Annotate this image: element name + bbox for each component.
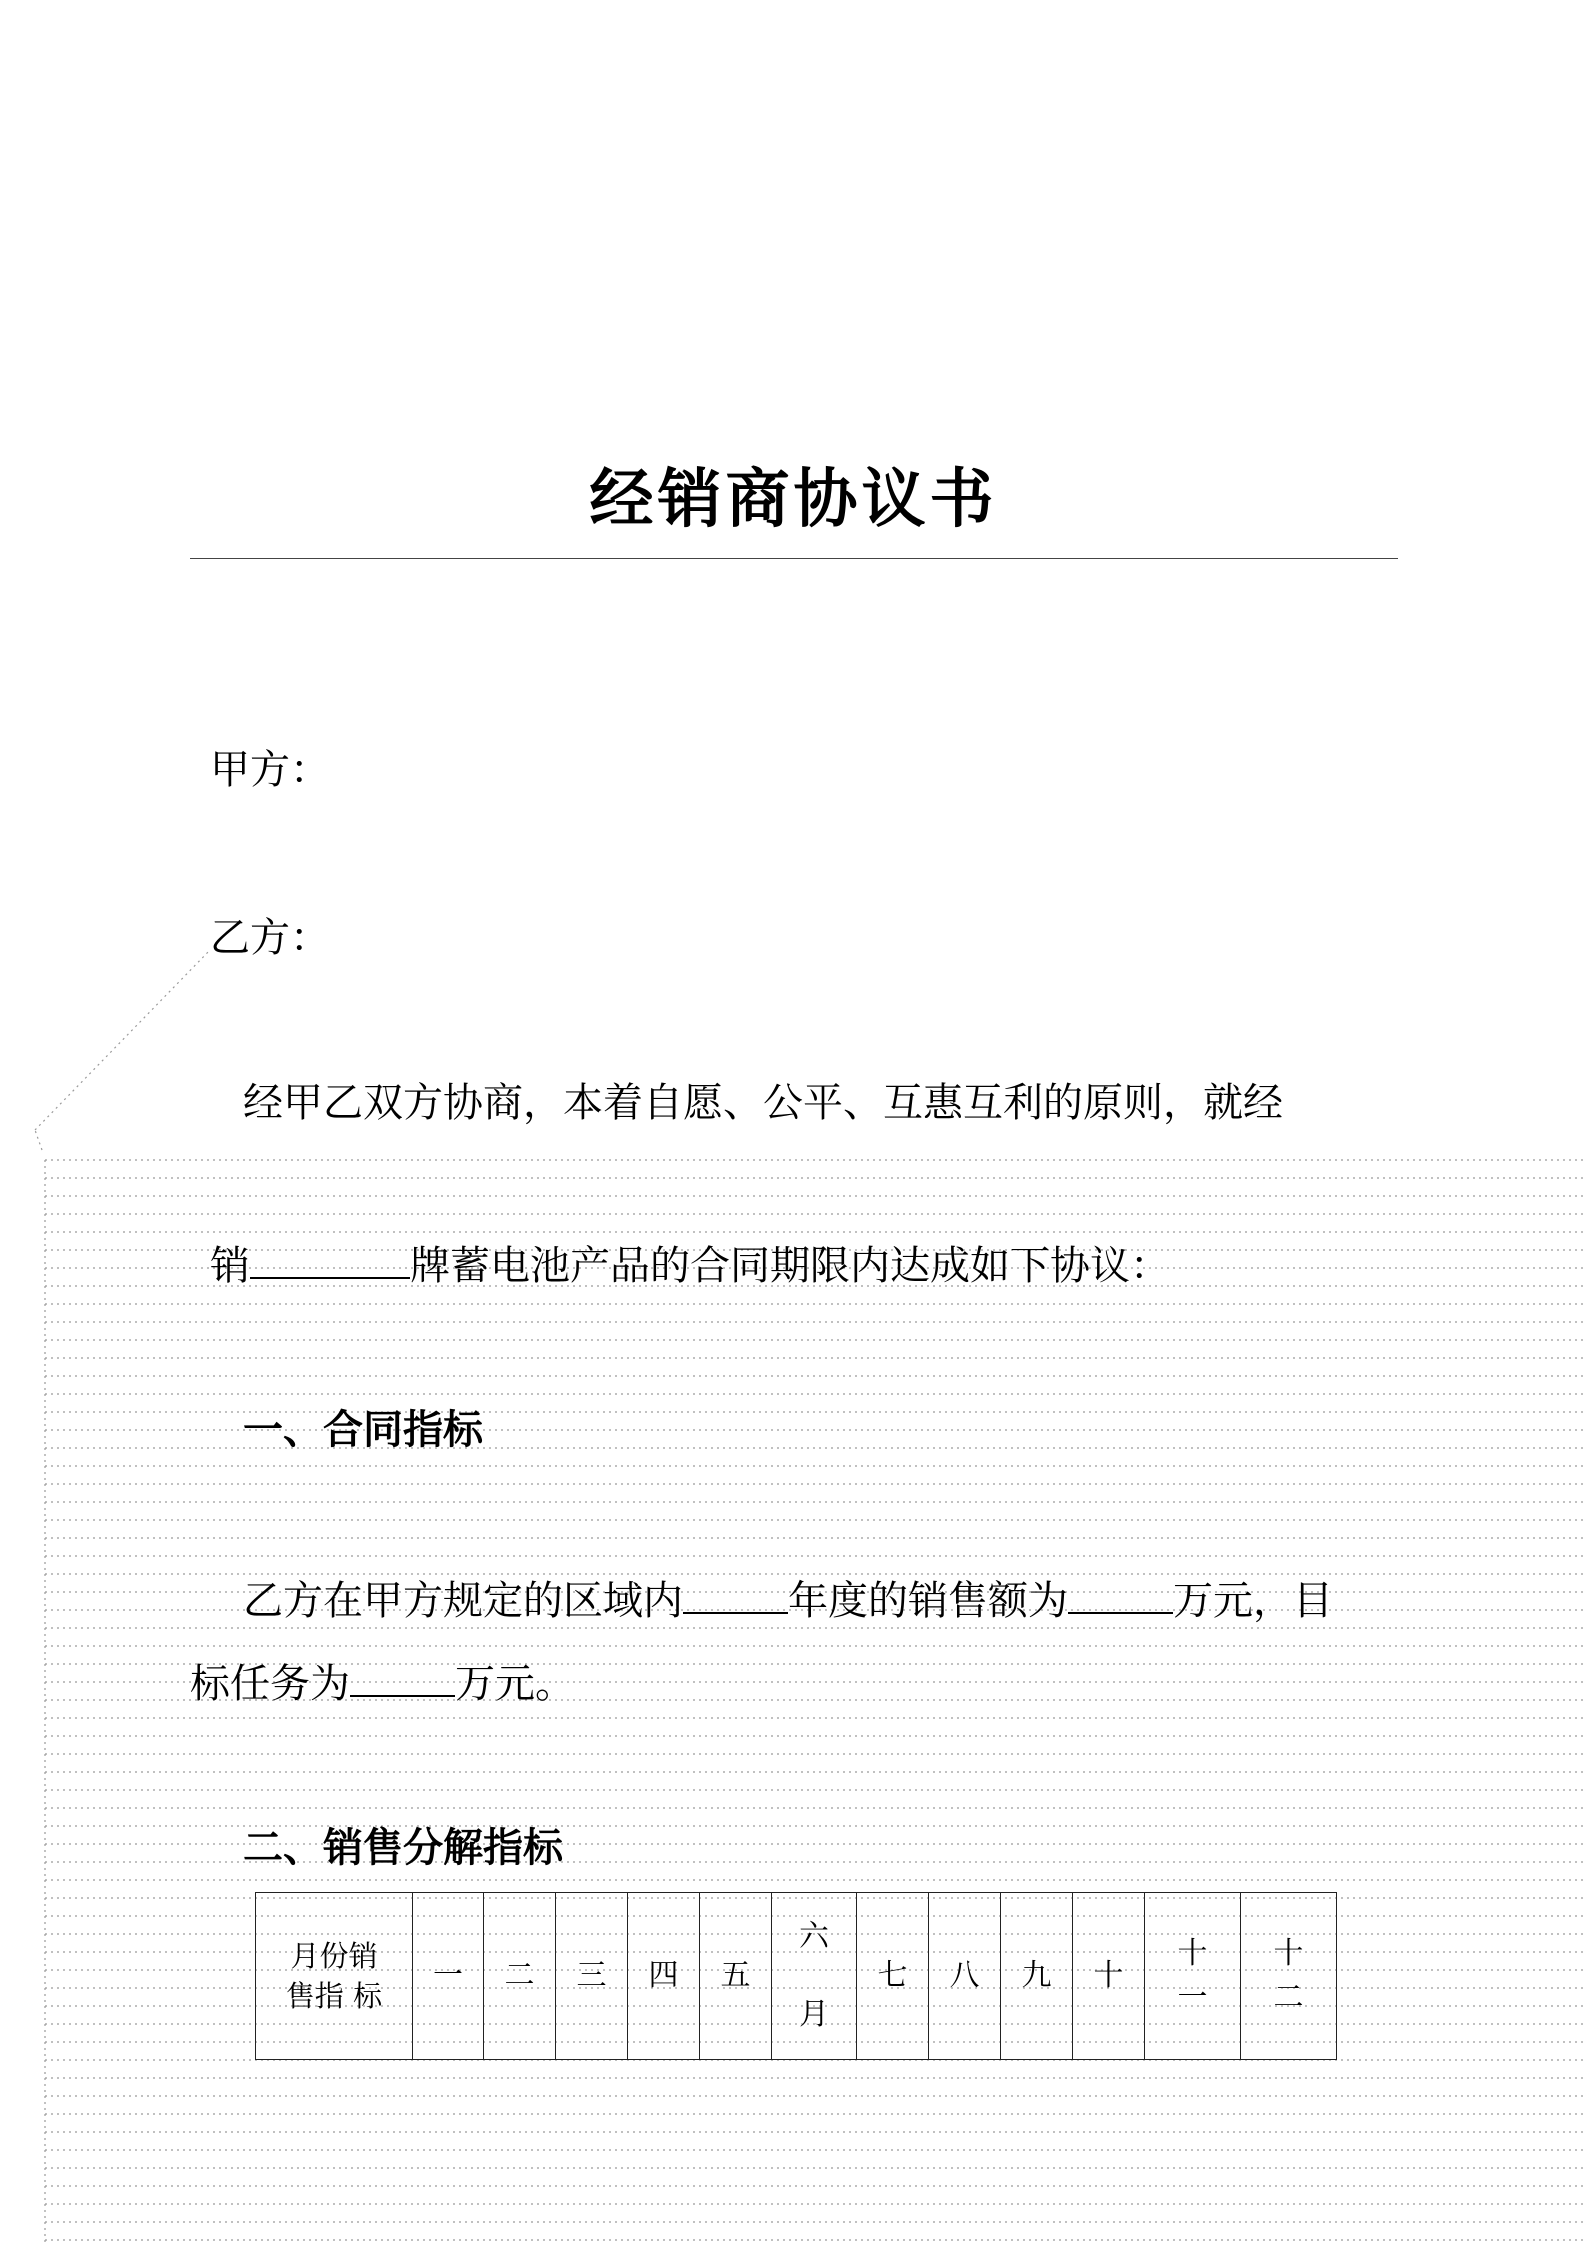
section-1-text-d: 标任务为 xyxy=(190,1661,350,1707)
document-title: 经销商协议书 xyxy=(589,462,998,537)
month-cell xyxy=(556,1893,628,2060)
section-1-line-2 xyxy=(190,1655,575,1712)
table-header-line-2: 售指 标 xyxy=(285,1979,383,2013)
sales-breakdown-table xyxy=(255,1892,1337,2060)
section-1-heading: 一、合同指标 xyxy=(243,1406,483,1453)
section-2-heading: 二、销售分解指标 xyxy=(243,1824,563,1871)
month-cell xyxy=(772,1893,857,2060)
section-1-text-e: 万元。 xyxy=(455,1661,575,1707)
month-label: 四 xyxy=(648,1958,679,1993)
month-label: 一 xyxy=(433,1958,463,1993)
month-cell xyxy=(413,1893,484,2060)
month-cell xyxy=(700,1893,772,2060)
month-cell xyxy=(1241,1893,1337,2060)
month-cell xyxy=(1073,1893,1145,2060)
table-header-cell xyxy=(256,1893,413,2060)
month-label: 八 xyxy=(949,1958,980,1993)
month-cell xyxy=(1001,1893,1073,2060)
party-b-label: 乙方： xyxy=(210,915,330,961)
month-label: 七 xyxy=(877,1958,908,1993)
month-label: 十二 xyxy=(1273,1936,1304,2015)
month-label: 十一 xyxy=(1177,1936,1208,2015)
section-1-text-a: 乙方在甲方规定的区域内 xyxy=(243,1578,683,1624)
month-label: 三 xyxy=(576,1958,607,1993)
target-amount-blank xyxy=(350,1655,455,1697)
month-cell xyxy=(1145,1893,1241,2060)
section-1-text-b: 年度的销售额为 xyxy=(788,1578,1068,1624)
month-cell xyxy=(929,1893,1001,2060)
month-label: 九 xyxy=(1021,1958,1052,1993)
intro-line-1: 经甲乙双方协商，本着自愿、公平、互惠互利的原则，就经 xyxy=(243,1080,1283,1126)
sales-amount-blank xyxy=(1068,1572,1173,1614)
party-a-label: 甲方： xyxy=(210,747,330,793)
table-header-line-1: 月份销 xyxy=(290,1939,378,1973)
month-label: 五 xyxy=(720,1958,751,1993)
brand-blank xyxy=(250,1237,410,1279)
month-cell xyxy=(628,1893,700,2060)
month-cell xyxy=(857,1893,929,2060)
month-label: 二 xyxy=(504,1958,535,1993)
table-row xyxy=(256,1893,1337,2060)
month-label: 十 xyxy=(1093,1958,1124,1993)
month-label: 六月 xyxy=(799,1919,829,2032)
title-divider xyxy=(190,558,1398,559)
section-1-text-c: 万元，目 xyxy=(1173,1578,1333,1624)
intro-line-2 xyxy=(210,1237,1170,1294)
intro-line-2-suffix: 牌蓄电池产品的合同期限内达成如下协议： xyxy=(410,1243,1170,1289)
intro-line-2-prefix: 销 xyxy=(210,1243,250,1289)
section-1-line-1 xyxy=(243,1572,1333,1629)
year-blank xyxy=(683,1572,788,1614)
month-cell xyxy=(484,1893,556,2060)
